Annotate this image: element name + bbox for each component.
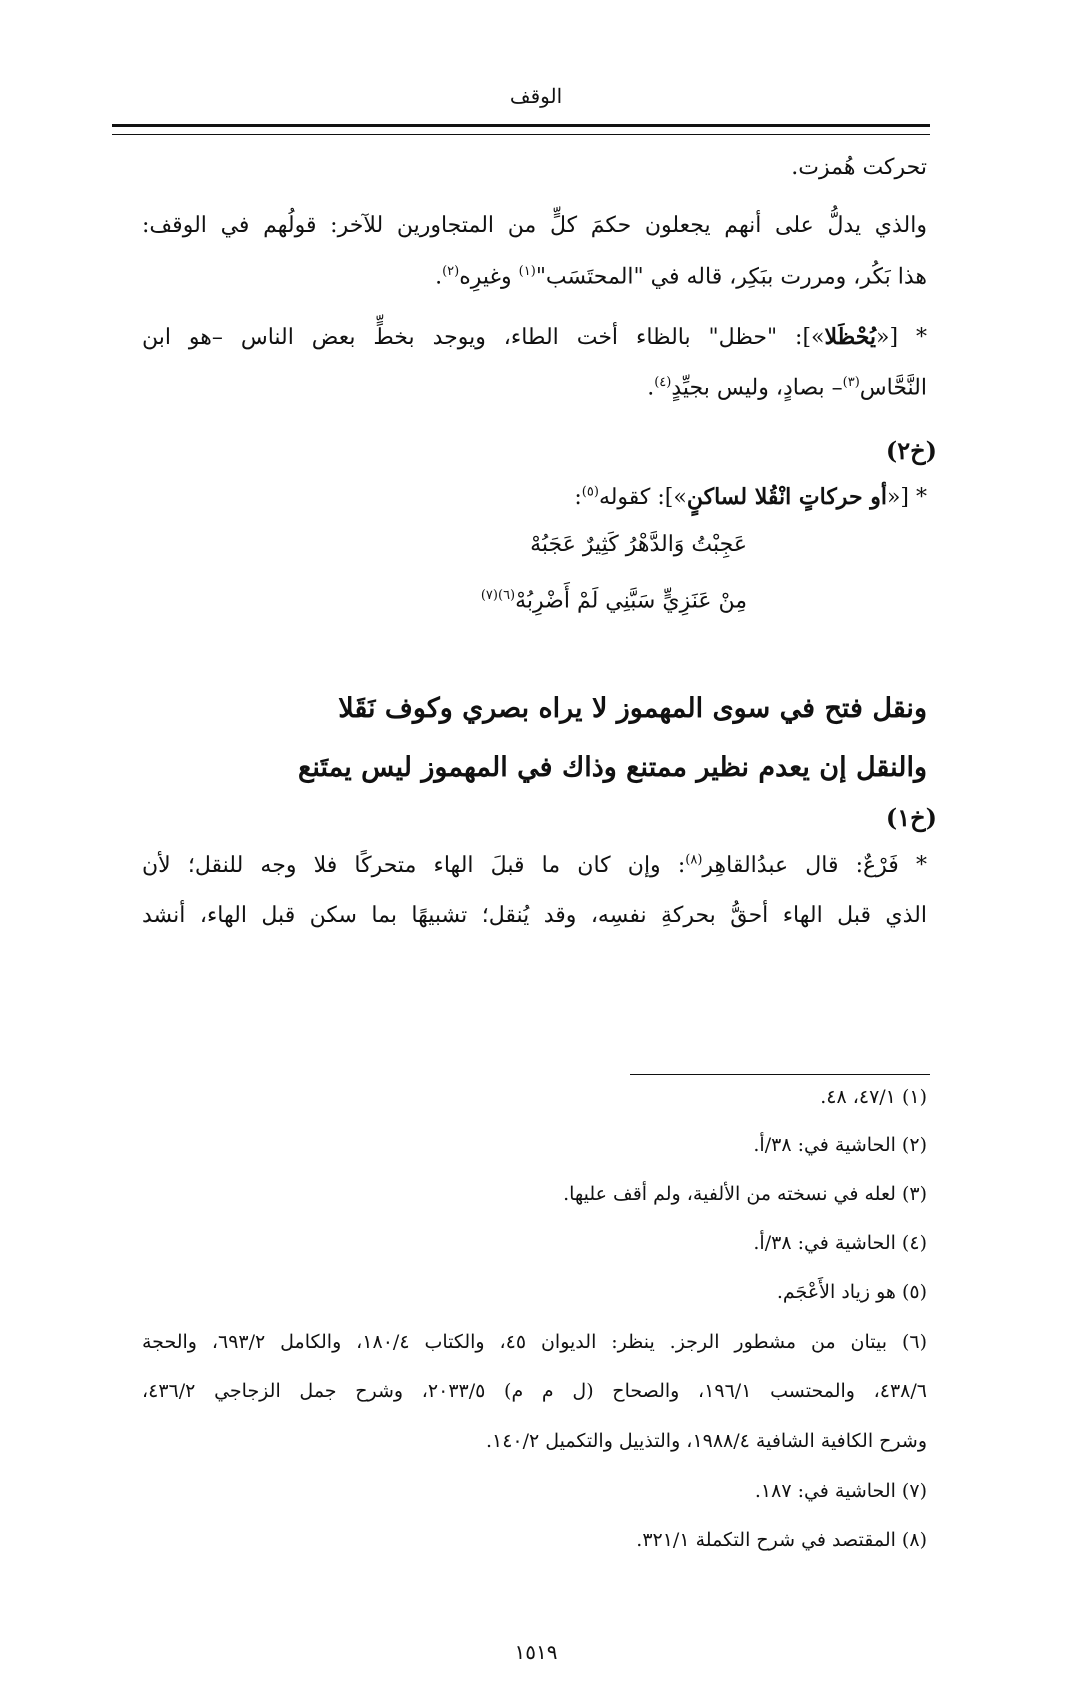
footnote-6-line-3: وشرح الكافية الشافية ١٩٨٨/٤، والتذييل والتكميل ١٤٠/٢. [485, 1430, 927, 1452]
poem-line-2: والنقل إن يعدم نظير ممتنع وذاك في المهموز ليس يمتَنع [297, 752, 927, 783]
body-line-8 [142, 903, 927, 928]
footnote-ref[interactable]: (٤) [654, 375, 672, 390]
text-run: والذي يدلُّ على أنهم يجعلون حكمَ كلٍّ من المتجاورين للآخر: قولُهم في الوقف: [142, 213, 927, 238]
bold-term: يُحْظَلا [824, 324, 877, 350]
text-run: : قال عبدُالقاهِر [702, 853, 864, 879]
footnote-5: (٥) هو زياد الأَعْجَم. [776, 1281, 927, 1303]
footnote-ref[interactable]: (٦)(٧) [480, 588, 516, 603]
body-line-5 [142, 375, 927, 400]
footnote-4: (٤) الحاشية في: ٣٨/أ. [753, 1232, 927, 1254]
text-run: تحركت هُمزت. [791, 155, 927, 180]
text-run: النَّحَّاس [859, 375, 927, 401]
manuscript-marker: (خ٢) [885, 436, 937, 465]
footnote-ref[interactable]: (٣) [842, 375, 860, 390]
text-run: . [435, 264, 443, 290]
footnote-separator [630, 1074, 930, 1075]
manuscript-marker: (خ١) [885, 803, 937, 832]
text-run: مِنْ عَنَزِيٍّ سَبَّنِي لَمْ أَضْرِبُهْ [515, 588, 747, 614]
text-run: . [647, 375, 655, 401]
body-line-4 [142, 324, 927, 350]
footnote-ref[interactable]: (٨) [685, 853, 703, 868]
body-line-6 [142, 484, 927, 510]
text-run: الذي قبل الهاء أحقُّ بحركةِ نفسِه، وقد يُنقل؛ تشبيهًا بما سكن قبل الهاء، أنشد [142, 903, 928, 928]
running-header: الوقف [509, 84, 563, 108]
text-run: فَرْعٌ [863, 853, 899, 879]
text-run: : وإن كان ما قبلَ الهاء متحركًا فلا وجه للنقل؛ لأن [142, 853, 686, 879]
body-line-7 [142, 853, 927, 878]
poem-line-1: ونقل فتح في سوى المهموز لا يراه بصري وكوف نَقَلا [338, 693, 927, 724]
text-run: »]: كقوله [598, 485, 687, 510]
body-line-2 [142, 213, 927, 238]
footnote-ref[interactable]: (٢) [442, 264, 460, 279]
bold-term: أو حركاتٍ انْقُلا لساكنٍ [686, 484, 887, 510]
verse-line-2 [481, 588, 747, 613]
body-line-3 [142, 264, 927, 289]
text-run: هذا بَكُر، ومررت ببَكِر، قاله في "المحتَسَب" [535, 264, 927, 290]
text-run: : [574, 485, 582, 510]
footnote-2: (٢) الحاشية في: ٣٨/أ. [753, 1134, 927, 1156]
footnote-8: (٨) المقتصد في شرح التكملة ٣٢١/١. [636, 1529, 927, 1551]
footnote-3: (٣) لعله في نسخته من الألفية، ولم أقف عليها. [563, 1183, 927, 1205]
text-run: – بصادٍ، وليس بجيِّدٍ [671, 375, 843, 401]
verse-line-1: عَجِبْتُ وَالدَّهْرُ كَثِيرٌ عَجَبُهْ [530, 532, 747, 557]
text-run: »]: "حظل" بالظاء أخت الطاء، ويوجد بخطٍّ بعض الناس –هو ابن [142, 325, 825, 350]
footnote-7: (٧) الحاشية في: ١٨٧. [754, 1480, 927, 1502]
footnote-6-line-1: (٦) بيتان من مشطور الرجز. ينظر: الديوان ٤٥، والكتاب ١٨٠/٤، والكامل ٦٩٣/٢، والحجة [142, 1331, 928, 1353]
text-run: * [« [876, 325, 928, 350]
header-rule-thick [112, 124, 930, 127]
text-run: وغيرِه [459, 264, 519, 290]
footnote-1: (١) ٤٧/١، ٤٨. [820, 1086, 927, 1108]
header-rule-thin [112, 134, 930, 135]
page-number: ١٥١٩ [514, 1640, 558, 1664]
footnote-6-line-2: ٤٣٨/٦، والمحتسب ١٩٦/١، والصحاح (ل م م) ٢٠٣٣/٥، وشرح جمل الزجاجي ٤٣٦/٢، [142, 1380, 927, 1402]
text-run: * [898, 853, 927, 879]
text-run: * [« [886, 485, 927, 510]
body-line-1 [142, 155, 927, 180]
footnote-ref[interactable]: (٥) [581, 484, 599, 500]
footnote-ref[interactable]: (١) [518, 264, 536, 279]
